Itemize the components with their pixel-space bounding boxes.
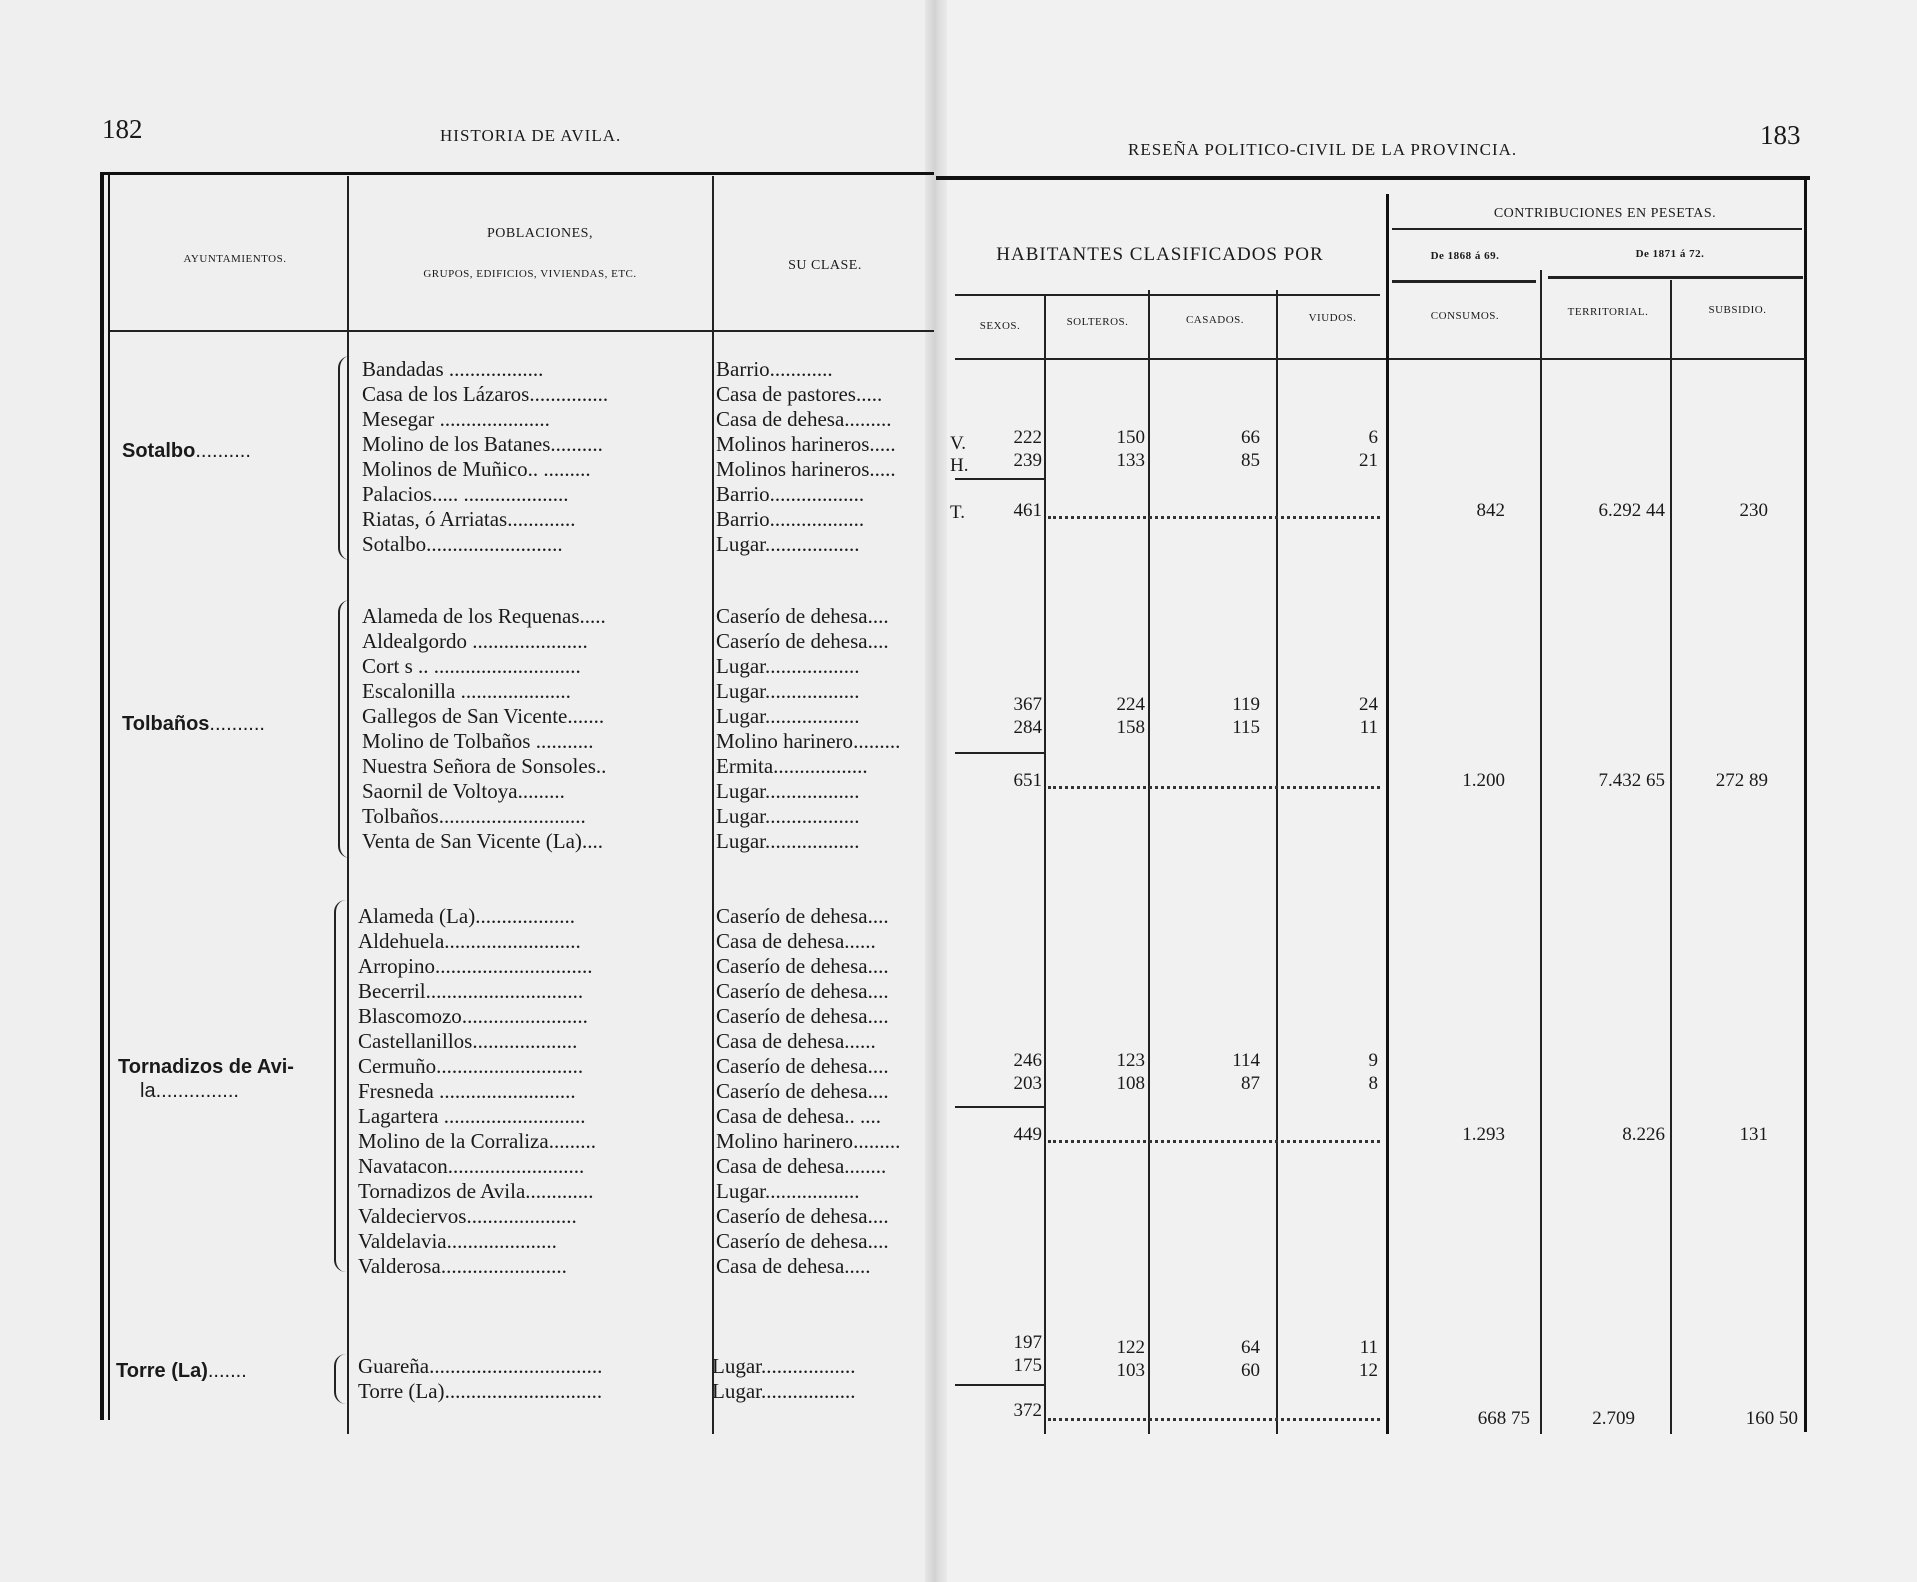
- sotalbo-h-viudos: 21: [1359, 450, 1378, 471]
- poblacion-clase: Casa de dehesa......: [716, 1029, 876, 1053]
- top-rule-left: [104, 172, 934, 175]
- col-sep-viudos: [1276, 290, 1278, 1434]
- territorial-header-rule: [1548, 276, 1803, 279]
- tolbanos-consumos: 1.200: [1462, 770, 1505, 791]
- header-1871: De 1871 á 72.: [1635, 248, 1705, 260]
- poblacion-name: Bandadas ..................: [362, 357, 544, 381]
- poblacion-name: Arropino..............................: [358, 954, 593, 978]
- poblacion-clase: Casa de dehesa.. ....: [716, 1104, 882, 1128]
- tolbanos-v-viudos: 24: [1359, 694, 1378, 715]
- tornadizos-h-viudos: 8: [1368, 1073, 1378, 1094]
- torre-total-rule: [955, 1384, 1045, 1386]
- tornadizos-total-rule: [955, 1106, 1045, 1108]
- header-sexos: SEXOS.: [979, 320, 1021, 332]
- poblacion-name: Escalonilla .....................: [362, 679, 571, 703]
- header-poblaciones: POBLACIONES,: [487, 226, 593, 241]
- poblacion-name: Molino de la Corraliza.........: [358, 1129, 596, 1153]
- torre-h-viudos: 12: [1359, 1360, 1378, 1381]
- torre-territorial: 2.709: [1592, 1408, 1635, 1429]
- poblacion-clase: Lugar..................: [716, 829, 860, 853]
- poblacion-name: Molino de los Batanes..........: [362, 432, 603, 456]
- torre-t-total: 372: [1013, 1400, 1042, 1421]
- poblacion-clase: Lugar..................: [716, 1179, 860, 1203]
- poblacion-clase: Caserío de dehesa....: [716, 954, 889, 978]
- left-outer-border: [100, 172, 104, 1420]
- poblacion-name: Saornil de Voltoya.........: [362, 779, 565, 803]
- poblacion-name: Aldehuela..........................: [358, 929, 581, 953]
- poblacion-name: Tornadizos de Avila.............: [358, 1179, 594, 1203]
- header-contribuciones: CONTRIBUCIONES EN PESETAS.: [1493, 206, 1717, 221]
- tolbanos-h-viudos: 11: [1359, 717, 1378, 738]
- poblacion-clase: Molinos harineros.....: [716, 432, 896, 456]
- consumos-header-rule: [1392, 280, 1536, 283]
- contrib-header-rule: [1392, 228, 1802, 230]
- torre-dot-leader: [1048, 1418, 1380, 1421]
- poblacion-clase: Lugar..................: [712, 1379, 856, 1403]
- ayuntamiento-tolbanos: Tolbaños..........: [122, 713, 265, 735]
- torre-consumos: 668 75: [1477, 1408, 1530, 1429]
- tolbanos-h-casados: 115: [1232, 717, 1260, 738]
- tornadizos-h-total: 203: [1013, 1073, 1042, 1094]
- torre-h-solteros: 103: [1116, 1360, 1145, 1381]
- poblacion-clase: Barrio..................: [716, 507, 865, 531]
- ayuntamiento-torre: Torre (La).......: [116, 1360, 247, 1382]
- poblacion-clase: Lugar..................: [716, 704, 860, 728]
- header-su-clase: SU CLASE.: [788, 258, 862, 273]
- header-rule-right: [955, 358, 1805, 360]
- poblacion-name: Mesegar .....................: [362, 407, 550, 431]
- tolbanos-v-solteros: 224: [1116, 694, 1145, 715]
- poblacion-name: Torre (La)..............................: [358, 1379, 603, 1403]
- sotalbo-total-rule: [955, 478, 1045, 480]
- header-ayuntamientos: AYUNTAMIENTOS.: [183, 253, 287, 265]
- poblacion-clase: Lugar..................: [712, 1354, 856, 1378]
- ayuntamiento-tornadizos: Tornadizos de Avi-: [118, 1056, 294, 1078]
- left-inner-border: [108, 174, 110, 1420]
- poblacion-clase: Lugar..................: [716, 804, 860, 828]
- poblacion-name: Tolbaños............................: [362, 804, 586, 828]
- poblacion-clase: Lugar..................: [716, 679, 860, 703]
- header-casados: CASADOS.: [1185, 314, 1245, 326]
- header-consumos: CONSUMOS.: [1430, 310, 1500, 322]
- poblacion-clase: Casa de dehesa........: [716, 1154, 887, 1178]
- header-territorial: TERRITORIAL.: [1567, 306, 1649, 318]
- tornadizos-h-casados: 87: [1241, 1073, 1260, 1094]
- header-solteros: SOLTEROS.: [1066, 316, 1129, 328]
- header-rule-left: [110, 330, 934, 332]
- sotalbo-t-total: 461: [1013, 500, 1042, 521]
- tolbanos-h-solteros: 158: [1116, 717, 1145, 738]
- tornadizos-subsidio: 131: [1739, 1124, 1768, 1145]
- poblacion-name: Casa de los Lázaros...............: [362, 382, 609, 406]
- tornadizos-consumos: 1.293: [1462, 1124, 1505, 1145]
- tolbanos-v-casados: 119: [1232, 694, 1260, 715]
- torre-h-casados: 60: [1241, 1360, 1260, 1381]
- tornadizos-t-total: 449: [1013, 1124, 1042, 1145]
- poblacion-name: Valderosa........................: [358, 1254, 567, 1278]
- poblacion-name: Molino de Tolbaños ...........: [362, 729, 594, 753]
- tornadizos-territorial: 8.226: [1622, 1124, 1665, 1145]
- poblacion-name: Cort s .. ............................: [362, 654, 581, 678]
- tornadizos-v-total: 246: [1013, 1050, 1042, 1071]
- header-habitantes: HABITANTES CLASIFICADOS POR: [996, 244, 1324, 265]
- header-viudos: VIUDOS.: [1308, 312, 1357, 324]
- poblacion-clase: Caserío de dehesa....: [716, 1079, 889, 1103]
- tornadizos-dot-leader: [1048, 1140, 1380, 1143]
- sotalbo-subsidio: 230: [1739, 500, 1768, 521]
- poblacion-clase: Molinos harineros.....: [716, 457, 896, 481]
- sexo-v: V.: [950, 433, 967, 454]
- poblacion-clase: Barrio..................: [716, 482, 865, 506]
- poblacion-name: Valdelavia.....................: [358, 1229, 557, 1253]
- sotalbo-v-viudos: 6: [1368, 427, 1378, 448]
- right-running-head: RESEÑA POLITICO-CIVIL DE LA PROVINCIA.: [1128, 140, 1518, 159]
- tornadizos-h-solteros: 108: [1116, 1073, 1145, 1094]
- header-1868: De 1868 á 69.: [1430, 250, 1500, 262]
- poblacion-name: Nuestra Señora de Sonsoles..: [362, 754, 607, 778]
- book-gutter: [925, 0, 947, 1582]
- sotalbo-dot-leader: [1048, 516, 1380, 519]
- right-outer-border: [1804, 176, 1807, 1432]
- poblacion-clase: Casa de dehesa.....: [716, 1254, 871, 1278]
- col-sep-solteros: [1044, 295, 1046, 1434]
- poblacion-name: Riatas, ó Arriatas.............: [362, 507, 576, 531]
- poblacion-name: Fresneda ..........................: [358, 1079, 576, 1103]
- tolbanos-t-total: 651: [1013, 770, 1042, 791]
- torre-h-total: 175: [1013, 1355, 1042, 1376]
- poblacion-clase: Molino harinero.........: [716, 1129, 901, 1153]
- tolbanos-subsidio: 272 89: [1715, 770, 1768, 791]
- poblacion-clase: Caserío de dehesa....: [716, 604, 889, 628]
- poblacion-clase: Casa de pastores.....: [716, 382, 883, 406]
- poblacion-name: Guareña.................................: [358, 1354, 603, 1378]
- left-running-head: HISTORIA DE AVILA.: [440, 126, 622, 145]
- tolbanos-territorial: 7.432 65: [1598, 770, 1665, 791]
- poblacion-clase: Caserío de dehesa....: [716, 979, 889, 1003]
- brace-tornadizos: [334, 900, 346, 1272]
- sotalbo-h-solteros: 133: [1116, 450, 1145, 471]
- ayuntamiento-sotalbo: Sotalbo..........: [122, 440, 251, 462]
- brace-sotalbo: [338, 356, 350, 560]
- col-sep-clase: [712, 176, 714, 1434]
- poblacion-name: Palacios..... ....................: [362, 482, 569, 506]
- torre-subsidio: 160 50: [1745, 1408, 1798, 1429]
- poblacion-clase: Barrio............: [716, 357, 833, 381]
- sotalbo-consumos: 842: [1476, 500, 1505, 521]
- sotalbo-v-solteros: 150: [1116, 427, 1145, 448]
- poblacion-name: Lagartera ...........................: [358, 1104, 586, 1128]
- col-sep-subsidio: [1670, 280, 1672, 1434]
- col-sep-territorial: [1540, 270, 1542, 1434]
- ayuntamiento-tornadizos-cont: la...............: [140, 1080, 239, 1102]
- poblacion-clase: Molino harinero.........: [716, 729, 901, 753]
- poblacion-name: Gallegos de San Vicente.......: [362, 704, 605, 728]
- tornadizos-v-casados: 114: [1232, 1050, 1260, 1071]
- tolbanos-dot-leader: [1048, 786, 1380, 789]
- poblacion-name: Cermuño............................: [358, 1054, 584, 1078]
- poblacion-clase: Lugar..................: [716, 779, 860, 803]
- poblacion-name: Venta de San Vicente (La)....: [362, 829, 603, 853]
- poblacion-name: Aldealgordo ......................: [362, 629, 588, 653]
- brace-tolbanos: [338, 600, 350, 858]
- poblacion-name: Alameda (La)...................: [358, 904, 575, 928]
- poblacion-name: Valdeciervos.....................: [358, 1204, 577, 1228]
- tolbanos-total-rule: [955, 752, 1045, 754]
- tolbanos-v-total: 367: [1013, 694, 1042, 715]
- torre-v-casados: 64: [1241, 1337, 1260, 1358]
- header-grupos: GRUPOS, EDIFICIOS, VIVIENDAS, ETC.: [423, 268, 637, 280]
- sotalbo-territorial: 6.292 44: [1598, 500, 1665, 521]
- right-page-number: 183: [1760, 120, 1801, 150]
- left-page-number: 182: [102, 114, 143, 144]
- poblacion-clase: Lugar..................: [716, 654, 860, 678]
- poblacion-clase: Ermita..................: [716, 754, 868, 778]
- poblacion-name: Alameda de los Requenas.....: [362, 604, 606, 628]
- poblacion-clase: Lugar..................: [716, 532, 860, 556]
- poblacion-clase: Caserío de dehesa....: [716, 1204, 889, 1228]
- sexo-t: T.: [950, 502, 965, 523]
- top-rule-right: [936, 176, 1810, 180]
- sotalbo-h-total: 239: [1013, 450, 1042, 471]
- col-sep-casados: [1148, 290, 1150, 1434]
- poblacion-name: Blascomozo........................: [358, 1004, 588, 1028]
- sotalbo-v-total: 222: [1013, 427, 1042, 448]
- poblacion-name: Navatacon..........................: [358, 1154, 585, 1178]
- torre-v-viudos: 11: [1359, 1337, 1378, 1358]
- brace-torre: [334, 1354, 346, 1404]
- tolbanos-h-total: 284: [1013, 717, 1042, 738]
- poblacion-clase: Casa de dehesa.........: [716, 407, 892, 431]
- sotalbo-h-casados: 85: [1241, 450, 1260, 471]
- poblacion-clase: Caserío de dehesa....: [716, 1004, 889, 1028]
- col-sep-contrib: [1386, 194, 1389, 1434]
- torre-v-solteros: 122: [1116, 1337, 1145, 1358]
- sotalbo-v-casados: 66: [1241, 427, 1260, 448]
- poblacion-clase: Caserío de dehesa....: [716, 629, 889, 653]
- poblacion-clase: Caserío de dehesa....: [716, 904, 889, 928]
- sexo-h: H.: [950, 455, 969, 476]
- habitantes-header-rule: [955, 294, 1380, 296]
- torre-v-total: 197: [1013, 1332, 1042, 1353]
- tornadizos-v-solteros: 123: [1116, 1050, 1145, 1071]
- poblacion-name: Molinos de Muñico.. .........: [362, 457, 591, 481]
- poblacion-clase: Caserío de dehesa....: [716, 1229, 889, 1253]
- poblacion-name: Sotalbo..........................: [362, 532, 563, 556]
- header-subsidio: SUBSIDIO.: [1708, 304, 1767, 316]
- tornadizos-v-viudos: 9: [1368, 1050, 1378, 1071]
- poblacion-clase: Casa de dehesa......: [716, 929, 876, 953]
- poblacion-name: Castellanillos....................: [358, 1029, 578, 1053]
- poblacion-name: Becerril..............................: [358, 979, 584, 1003]
- poblacion-clase: Caserío de dehesa....: [716, 1054, 889, 1078]
